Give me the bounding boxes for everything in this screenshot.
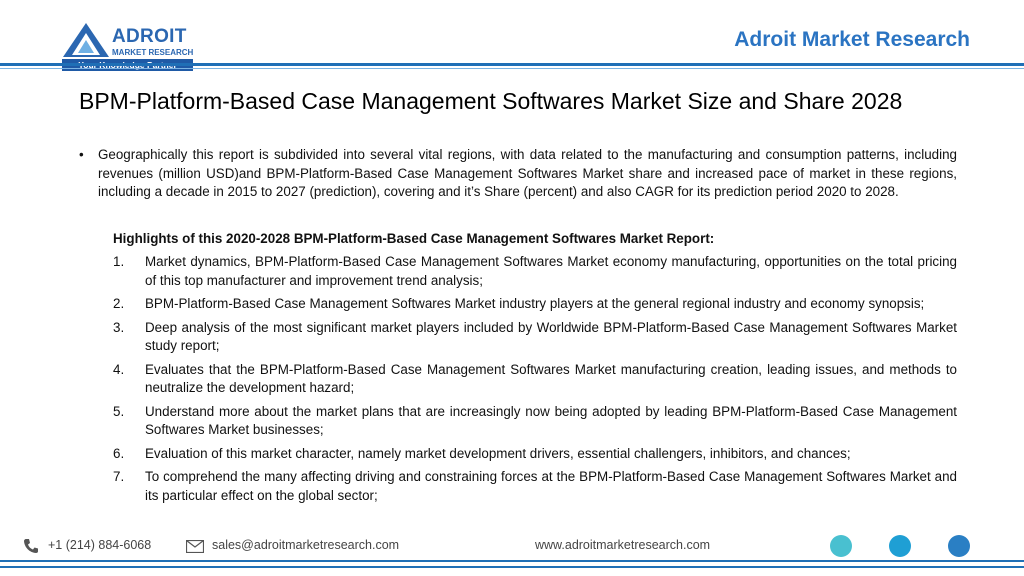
- decor-circle-teal: [830, 535, 852, 557]
- company-logo: [62, 22, 194, 74]
- list-item: [113, 361, 957, 398]
- item-number: 4.: [113, 361, 125, 377]
- envelope-icon: [186, 540, 204, 553]
- intro-text: Geographically this report is subdivided into several vital regions, with data related to the manufacturing and consumption patterns, including revenues (million USD)and BPM-Platform-Based Case Management Softwares Market share and increased pace of market in these regions, including a decade in 2015 to 2027 (prediction), covering and it’s Share (percent) and also CAGR for its prediction period 2020 to 2028.: [98, 147, 957, 199]
- logo-name: ADROIT: [112, 26, 187, 47]
- bullet-dot: •: [79, 147, 84, 162]
- item-number: 5.: [113, 403, 125, 419]
- footer-rule: [0, 560, 1024, 562]
- list-item: [113, 468, 957, 505]
- item-number: 7.: [113, 469, 125, 484]
- highlights-heading: Highlights of this 2020-2028 BPM-Platform-Based Case Management Softwares Market Report:: [113, 231, 715, 246]
- brand-name: Adroit Market Research: [734, 28, 970, 51]
- header-rule: [0, 63, 1024, 66]
- item-number: 2.: [113, 296, 125, 311]
- item-number: 6.: [113, 445, 125, 461]
- page-title: BPM-Platform-Based Case Management Softwares Market Size and Share 2028: [79, 88, 903, 114]
- intro-bullet: [79, 146, 957, 202]
- footer-phone[interactable]: +1 (214) 884-6068: [48, 538, 152, 552]
- item-number: 1.: [113, 254, 125, 269]
- logo-triangle-icon: [62, 22, 110, 58]
- header-rule-thin: [0, 68, 1024, 69]
- item-text: Market dynamics, BPM-Platform-Based Case Management Softwares Market economy manufacturing, opportunities on the total pricing of this top manufacturer and improvement trend analysis;: [145, 254, 957, 288]
- highlights-list: [113, 253, 957, 510]
- item-text: Understand more about the market plans that are increasingly now being adopted by leading BPM-Platform-Based Case Management Softwares Market businesses;: [145, 403, 957, 437]
- decor-circle-blue: [889, 535, 911, 557]
- footer-website[interactable]: www.adroitmarketresearch.com: [535, 538, 711, 552]
- item-text: Evaluates that the BPM-Platform-Based Case Management Softwares Market manufacturing creation, leading issues, and methods to neutralize the development hazard;: [145, 361, 957, 395]
- list-item: [113, 295, 957, 314]
- footer-email[interactable]: sales@adroitmarketresearch.com: [212, 538, 400, 552]
- item-number: 3.: [113, 319, 125, 335]
- list-item: [113, 253, 957, 290]
- item-text: BPM-Platform-Based Case Management Softwares Market industry players at the general regional industry and economy synopsis;: [145, 296, 925, 311]
- item-text: Evaluation of this market character, namely market development drivers, essential challengers, inhibitors, and chances;: [145, 445, 851, 461]
- item-text: Deep analysis of the most significant market players included by Worldwide BPM-Platform-Based Case Management Softwares Market study report;: [145, 319, 957, 353]
- list-item: [113, 319, 957, 356]
- item-text: To comprehend the many affecting driving and constraining forces at the BPM-Platform-Based Case Management Softwares Market and its particular effect on the global sector;: [145, 469, 957, 503]
- phone-icon: [22, 537, 40, 555]
- list-item: [113, 403, 957, 440]
- logo-subtitle: MARKET RESEARCH: [112, 48, 194, 57]
- footer-rule-bottom: [0, 566, 1024, 568]
- decor-circle-navy: [948, 535, 970, 557]
- list-item: [113, 445, 957, 464]
